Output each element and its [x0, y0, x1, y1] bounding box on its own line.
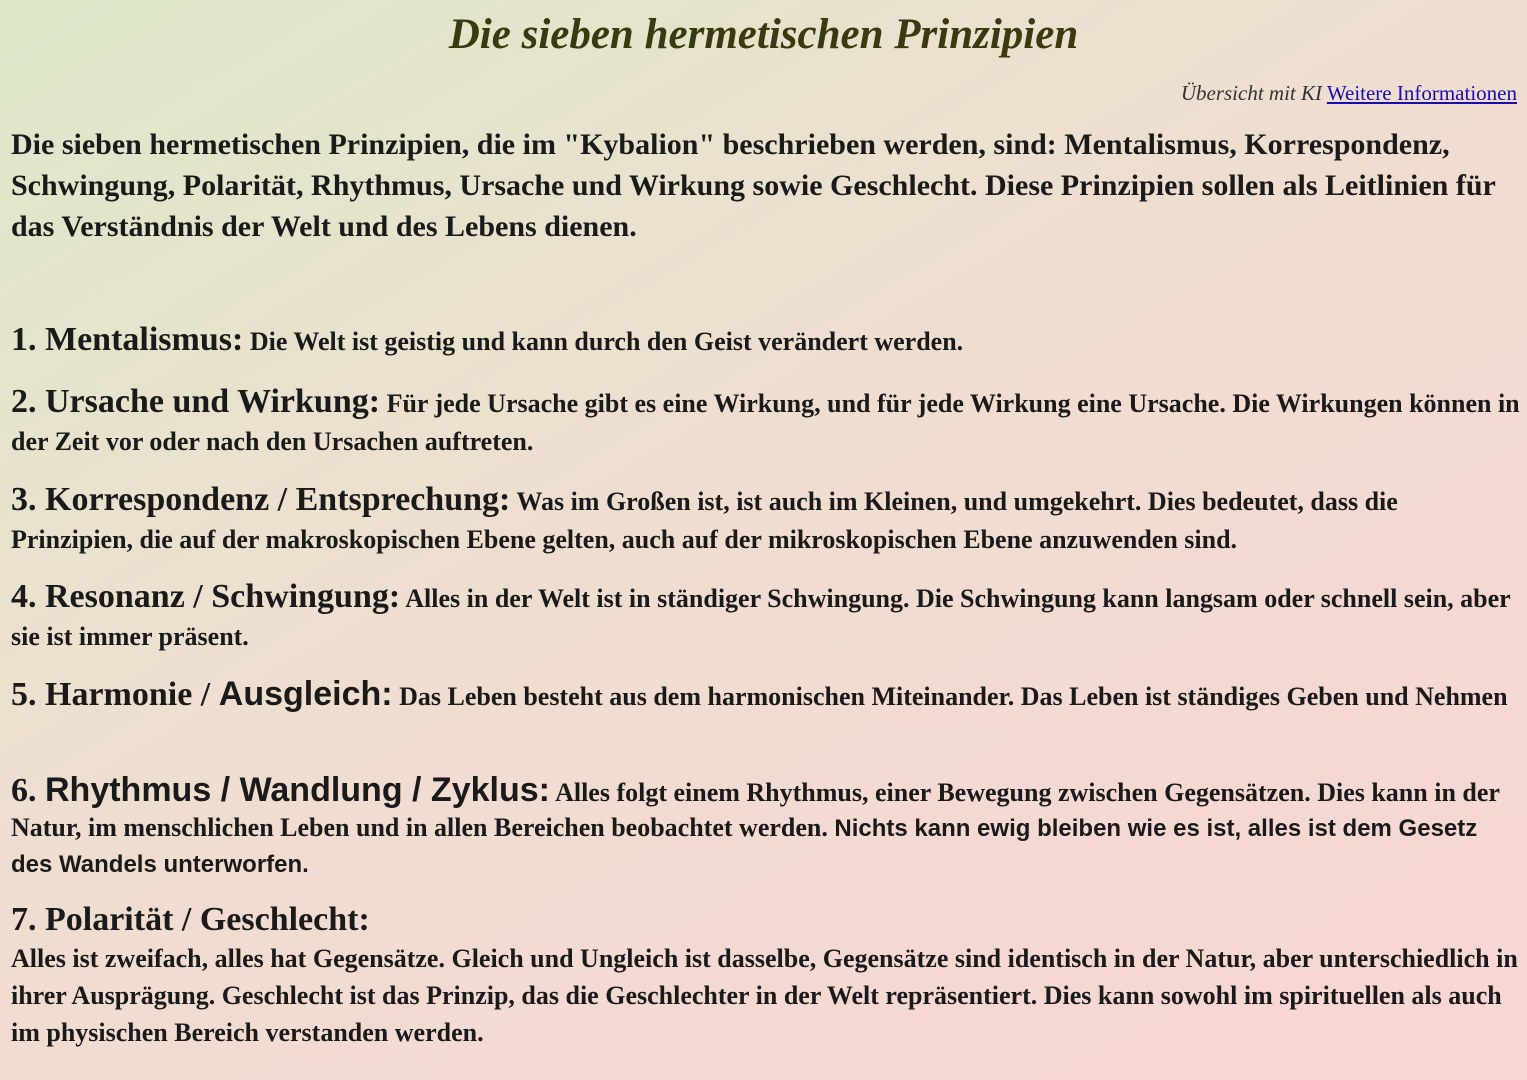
principle-7: [11, 900, 1521, 1051]
principle-5-heading: [11, 676, 393, 713]
principle-6-heading-b: Rhythmus / Wandlung / Zyklus:: [45, 771, 550, 809]
principle-2-heading: 2. Ursache und Wirkung:: [11, 383, 381, 420]
principle-2: [11, 383, 1521, 461]
page-title: Die sieben hermetischen Prinzipien: [448, 11, 1079, 58]
ai-overview-label: Übersicht mit KI: [1180, 81, 1322, 105]
intro-paragraph: Die sieben hermetischen Prinzipien, die im "Kybalion" beschrieben werden, sind: Mentalismus, Korrespondenz, Schwingung, Polarität, Rhythmus, Ursache und Wirkung sowie Geschlecht. Diese Prinzipien sollen als Leitlinien für das Verständnis der Welt und des Lebens dienen.: [11, 128, 1496, 243]
principle-3: [11, 481, 1521, 559]
ai-overview-note: [1181, 81, 1517, 106]
principle-6-text: Alles folgt einem Rhythmus, einer Bewegung zwischen Gegensätzen. Dies kann in der Natur, im menschlichen Leben und in allen Bereichen beobachtet werden.: [11, 778, 1500, 842]
principle-6-heading: [11, 772, 550, 809]
principle-4: [11, 578, 1521, 656]
principle-3-heading: 3. Korrespondenz / Entsprechung:: [11, 481, 511, 518]
principle-2-text: Für jede Ursache gibt es eine Wirkung, und für jede Wirkung eine Ursache. Die Wirkungen können in der Zeit vor oder nach den Ursachen auftreten.: [11, 389, 1520, 456]
principle-5: [11, 675, 1521, 716]
principle-4-text: Alles in der Welt ist in ständiger Schwingung. Die Schwingung kann langsam oder schnell sein, aber sie ist immer präsent.: [11, 584, 1511, 651]
more-info-link[interactable]: Weitere Informationen: [1326, 81, 1517, 105]
principle-3-text: Was im Großen ist, ist auch im Kleinen, und umgekehrt. Dies bedeutet, dass die Prinzipien, die auf der makroskopischen Ebene gelten, auch auf der mikroskopischen Ebene anzuwenden sind.: [11, 487, 1398, 554]
principle-6-text-tail: Nichts kann ewig bleiben wie es ist, alles ist dem Gesetz des Wandels unterworfen.: [11, 815, 1478, 878]
principle-7-text: Alles ist zweifach, alles hat Gegensätze. Gleich und Ungleich ist dasselbe, Gegensätze sind identisch in der Natur, aber unterschiedlich in ihrer Ausprägung. Geschlecht ist das Prinzip, das die Geschlechter in der Welt repräsentiert. Dies kann sowohl im spirituellen als auch im physischen Bereich verstanden werden.: [11, 944, 1518, 1047]
principle-6: [11, 773, 1521, 882]
principle-6-heading-a: 6.: [11, 772, 45, 809]
principle-1-heading: 1. Mentalismus:: [11, 321, 244, 358]
principle-7-heading: 7. Polarität / Geschlecht:: [11, 901, 370, 938]
principle-5-heading-b: Ausgleich:: [218, 675, 393, 713]
principle-5-text: Das Leben besteht aus dem harmonischen Miteinander. Das Leben ist ständiges Geben und Nehmen: [399, 682, 1508, 711]
principle-1: [11, 321, 1521, 361]
principle-5-heading-a: 5. Harmonie /: [11, 676, 219, 713]
principle-4-heading: 4. Resonanz / Schwingung:: [11, 578, 401, 615]
principle-1-text: Die Welt ist geistig und kann durch den Geist verändert werden.: [249, 327, 964, 356]
